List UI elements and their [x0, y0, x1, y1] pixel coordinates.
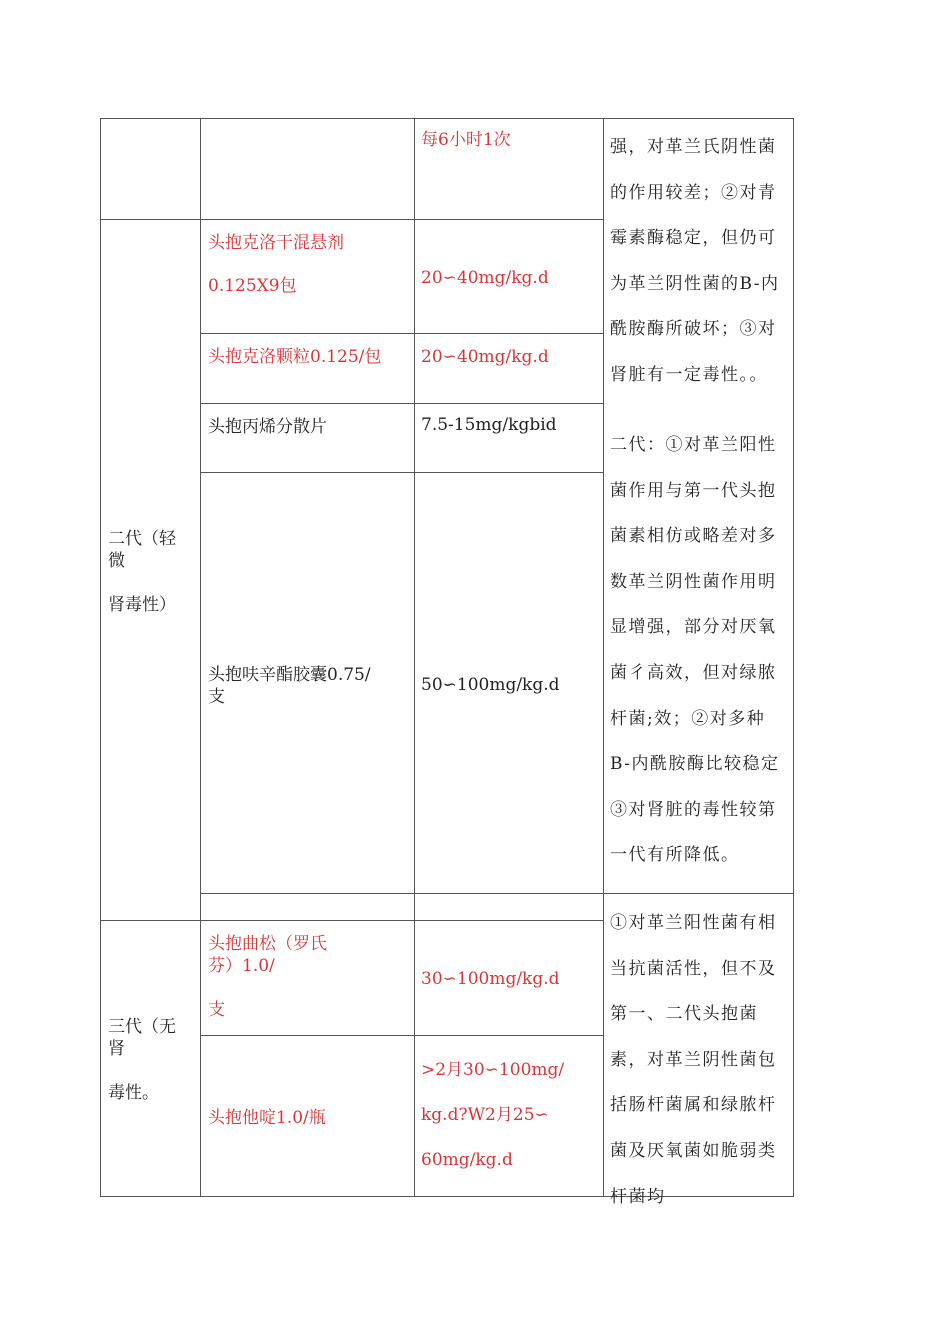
dosage-cell: 7.5-15mg/kgbid — [421, 415, 557, 435]
gen3-description — [610, 901, 777, 1220]
description-line: 第一、二代头抱菌 — [610, 1004, 758, 1025]
row-divider — [100, 920, 604, 921]
generation-label-line: 二代（轻微 — [108, 529, 176, 571]
drug-name-cell — [208, 664, 371, 708]
dosage-line: kg.d?W2月25∽ — [421, 1105, 549, 1125]
dosage-cell: 50∽100mg/kg.d — [421, 675, 560, 695]
generation-label-line: 毒性。 — [108, 1083, 159, 1103]
dosage-cell: 每6小时1次 — [421, 130, 511, 150]
dosage-cell — [421, 1048, 564, 1183]
dosage-line: 60mg/kg.d — [421, 1150, 513, 1170]
description-line: 显增强，部分对厌氧 — [610, 617, 777, 638]
generation-label-line: 肾毒性） — [108, 595, 176, 615]
row-divider — [200, 1035, 604, 1036]
table-left-border — [100, 118, 101, 1197]
description-line: 杆菌均 — [610, 1186, 666, 1207]
description-line: 数革兰阴性菌作用明 — [610, 571, 777, 592]
drug-name-line: 支 — [208, 687, 225, 707]
generation-label-line: 三代（无肾 — [108, 1017, 176, 1059]
row-divider — [200, 403, 604, 404]
row-divider — [200, 333, 604, 334]
drug-name-line: 0.125X9包 — [208, 276, 297, 296]
description-line: 菌素相仿或略差对多 — [610, 526, 777, 547]
description-line: 一代有所降低。 — [610, 845, 740, 866]
dosage-cell: 30∽100mg/kg.d — [421, 969, 560, 989]
generation-label — [108, 1016, 192, 1104]
description-line: 当抗菌活性，但不及 — [610, 958, 777, 979]
description-line: 强，对革兰氏阴性菌 — [610, 137, 777, 157]
description-line: 菌及厌氧菌如脆弱类 — [610, 1140, 777, 1161]
description-line: 酰胺酶所破坏；③对 — [610, 319, 777, 340]
dosage-line: >2月30∽100mg/ — [421, 1060, 565, 1080]
description-line: 霉素酶稳定，但仍可 — [610, 228, 777, 249]
description-line: 菌作用与第一代头抱 — [610, 480, 777, 501]
drug-name-cell — [208, 933, 327, 1021]
description-line: 括肠杆菌属和绿脓杆 — [610, 1095, 777, 1116]
drug-name-cell: 头抱丙烯分散片 — [208, 417, 327, 437]
drug-name-cell: 头抱他啶1.0/瓶 — [208, 1108, 326, 1128]
drug-name-line: 头抱呋辛酯胶囊0.75/ — [208, 665, 371, 685]
gen3-description-clip — [604, 901, 793, 1207]
dosage-cell: 20∽40mg/kg.d — [421, 347, 549, 367]
description-line: ③对肾脏的毒性较第 — [610, 799, 777, 820]
drug-name-line: 头抱曲松（罗氏 — [208, 934, 327, 954]
drug-name-line: 芬）1.0/ — [208, 956, 275, 976]
description-line: 素，对革兰阴性菌包 — [610, 1049, 777, 1070]
description-line: 为革兰阴性菌的B-内 — [610, 273, 780, 294]
description-line: 杆菌;效；②对多种 — [610, 708, 766, 729]
description-line: B-内酰胺酶比较稳定 — [610, 754, 780, 775]
row-divider — [200, 893, 794, 894]
drug-name-cell — [208, 232, 344, 297]
description-line: ①对革兰阳性菌有相 — [610, 913, 777, 933]
description-line: 肾脏有一定毒性。。 — [610, 364, 768, 385]
drug-name-cell: 头抱克洛颗粒0.125/包 — [208, 347, 382, 367]
dosage-cell: 20∽40mg/kg.d — [421, 268, 549, 288]
table-right-border — [793, 118, 794, 1197]
gen2-description — [610, 423, 780, 879]
description-line: 的作用较差；②对青 — [610, 182, 777, 203]
drug-name-line: 支 — [208, 1000, 225, 1020]
generation-label — [108, 528, 192, 616]
description-line: 菌彳高效，但对绿脓 — [610, 662, 777, 683]
description-line: 二代：①对革兰阳性 — [610, 435, 777, 455]
row-divider — [100, 219, 604, 220]
table-top-border — [100, 118, 794, 119]
row-divider — [200, 472, 604, 473]
gen1-description — [610, 125, 780, 399]
drug-name-line: 头抱克洛干混悬剂 — [208, 233, 344, 253]
